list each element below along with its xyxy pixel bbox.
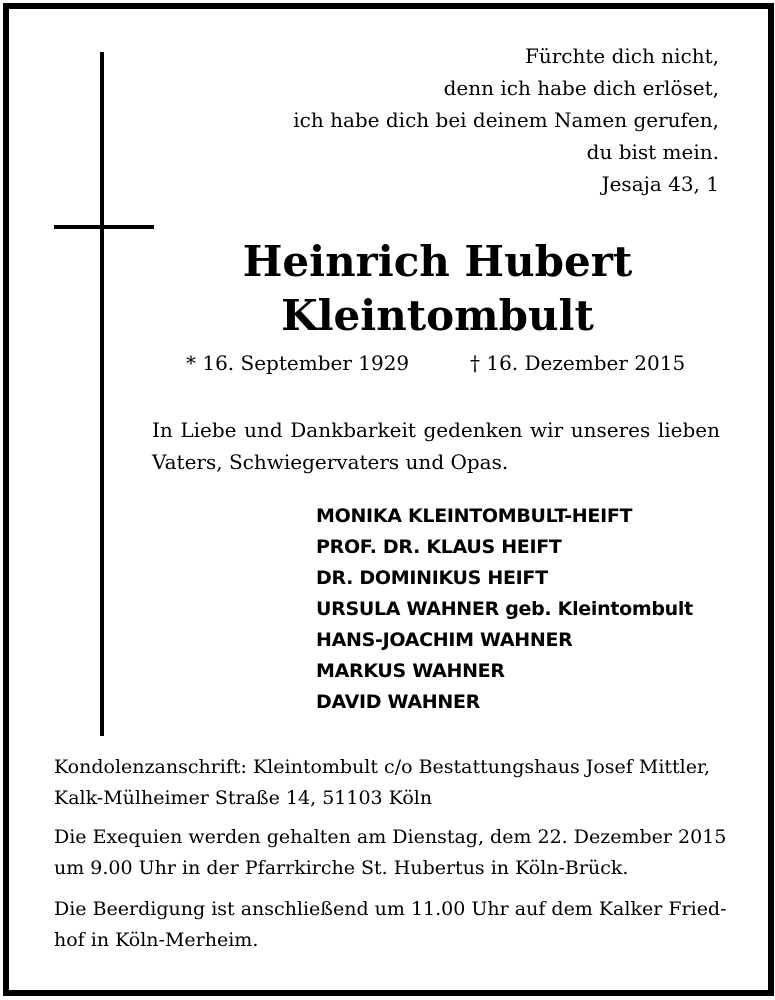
mourner-name: URSULA WAHNER geb. Kleintombult — [316, 598, 693, 620]
burial-line: hof in Köln-Merheim. — [54, 929, 259, 951]
mourner-name: MARKUS WAHNER — [316, 660, 505, 682]
tribute-line: Vaters, Schwiegervaters und Opas. — [152, 450, 509, 474]
tribute-line — [152, 414, 720, 446]
mourner-name: DR. DOMINIKUS HEIFT — [316, 567, 548, 589]
verse-line: du bist mein. — [586, 140, 719, 164]
tribute-word: und — [244, 418, 283, 442]
cross-horizontal-bar — [54, 225, 154, 229]
verse-line: denn ich habe dich erlöset, — [443, 76, 719, 100]
verse-line: Fürchte dich nicht, — [524, 44, 719, 68]
burial-notice — [54, 894, 727, 956]
tribute-word: gedenken — [423, 418, 523, 442]
exequien-notice — [54, 822, 727, 884]
verse-reference: Jesaja 43, 1 — [601, 172, 719, 196]
bible-verse — [293, 40, 719, 200]
cross-vertical-bar — [100, 52, 104, 736]
tribute-word: In — [152, 418, 173, 442]
exequien-line: Die Exequien werden gehalten am Dienstag, dem 22. Dezember 2015 — [54, 826, 727, 848]
condolence-line: Kalk-Mülheimer Straße 14, 51103 Köln — [54, 787, 433, 809]
burial-line: Die Beerdigung ist anschließend um 11.00 Uhr auf dem Kalker Fried- — [54, 898, 727, 920]
birth-date: * 16. September 1929 — [186, 351, 410, 375]
deceased-given-names: Heinrich Hubert — [242, 237, 633, 286]
mourner-name: PROF. DR. KLAUS HEIFT — [316, 536, 562, 558]
tribute-word: lieben — [657, 418, 720, 442]
tribute-word: unseres — [570, 418, 651, 442]
death-date: † 16. Dezember 2015 — [470, 351, 686, 375]
mourners-list — [316, 501, 693, 718]
condolence-line: Kondolenzanschrift: Kleintombult c/o Bestattungshaus Josef Mittler, — [54, 756, 711, 778]
mourner-name: DAVID WAHNER — [316, 691, 480, 713]
tribute-word: Liebe — [180, 418, 237, 442]
tribute-word: wir — [530, 418, 564, 442]
tribute-text — [152, 414, 720, 478]
tribute-word: Dankbarkeit — [290, 418, 416, 442]
exequien-line: um 9.00 Uhr in der Pfarrkirche St. Hubertus in Köln-Brück. — [54, 857, 629, 879]
condolence-address — [54, 752, 720, 814]
mourner-name: HANS-JOACHIM WAHNER — [316, 629, 573, 651]
mourner-name: MONIKA KLEINTOMBULT-HEIFT — [316, 505, 633, 527]
deceased-surname: Kleintombult — [281, 291, 594, 340]
verse-line: ich habe dich bei deinem Namen gerufen, — [293, 108, 719, 132]
